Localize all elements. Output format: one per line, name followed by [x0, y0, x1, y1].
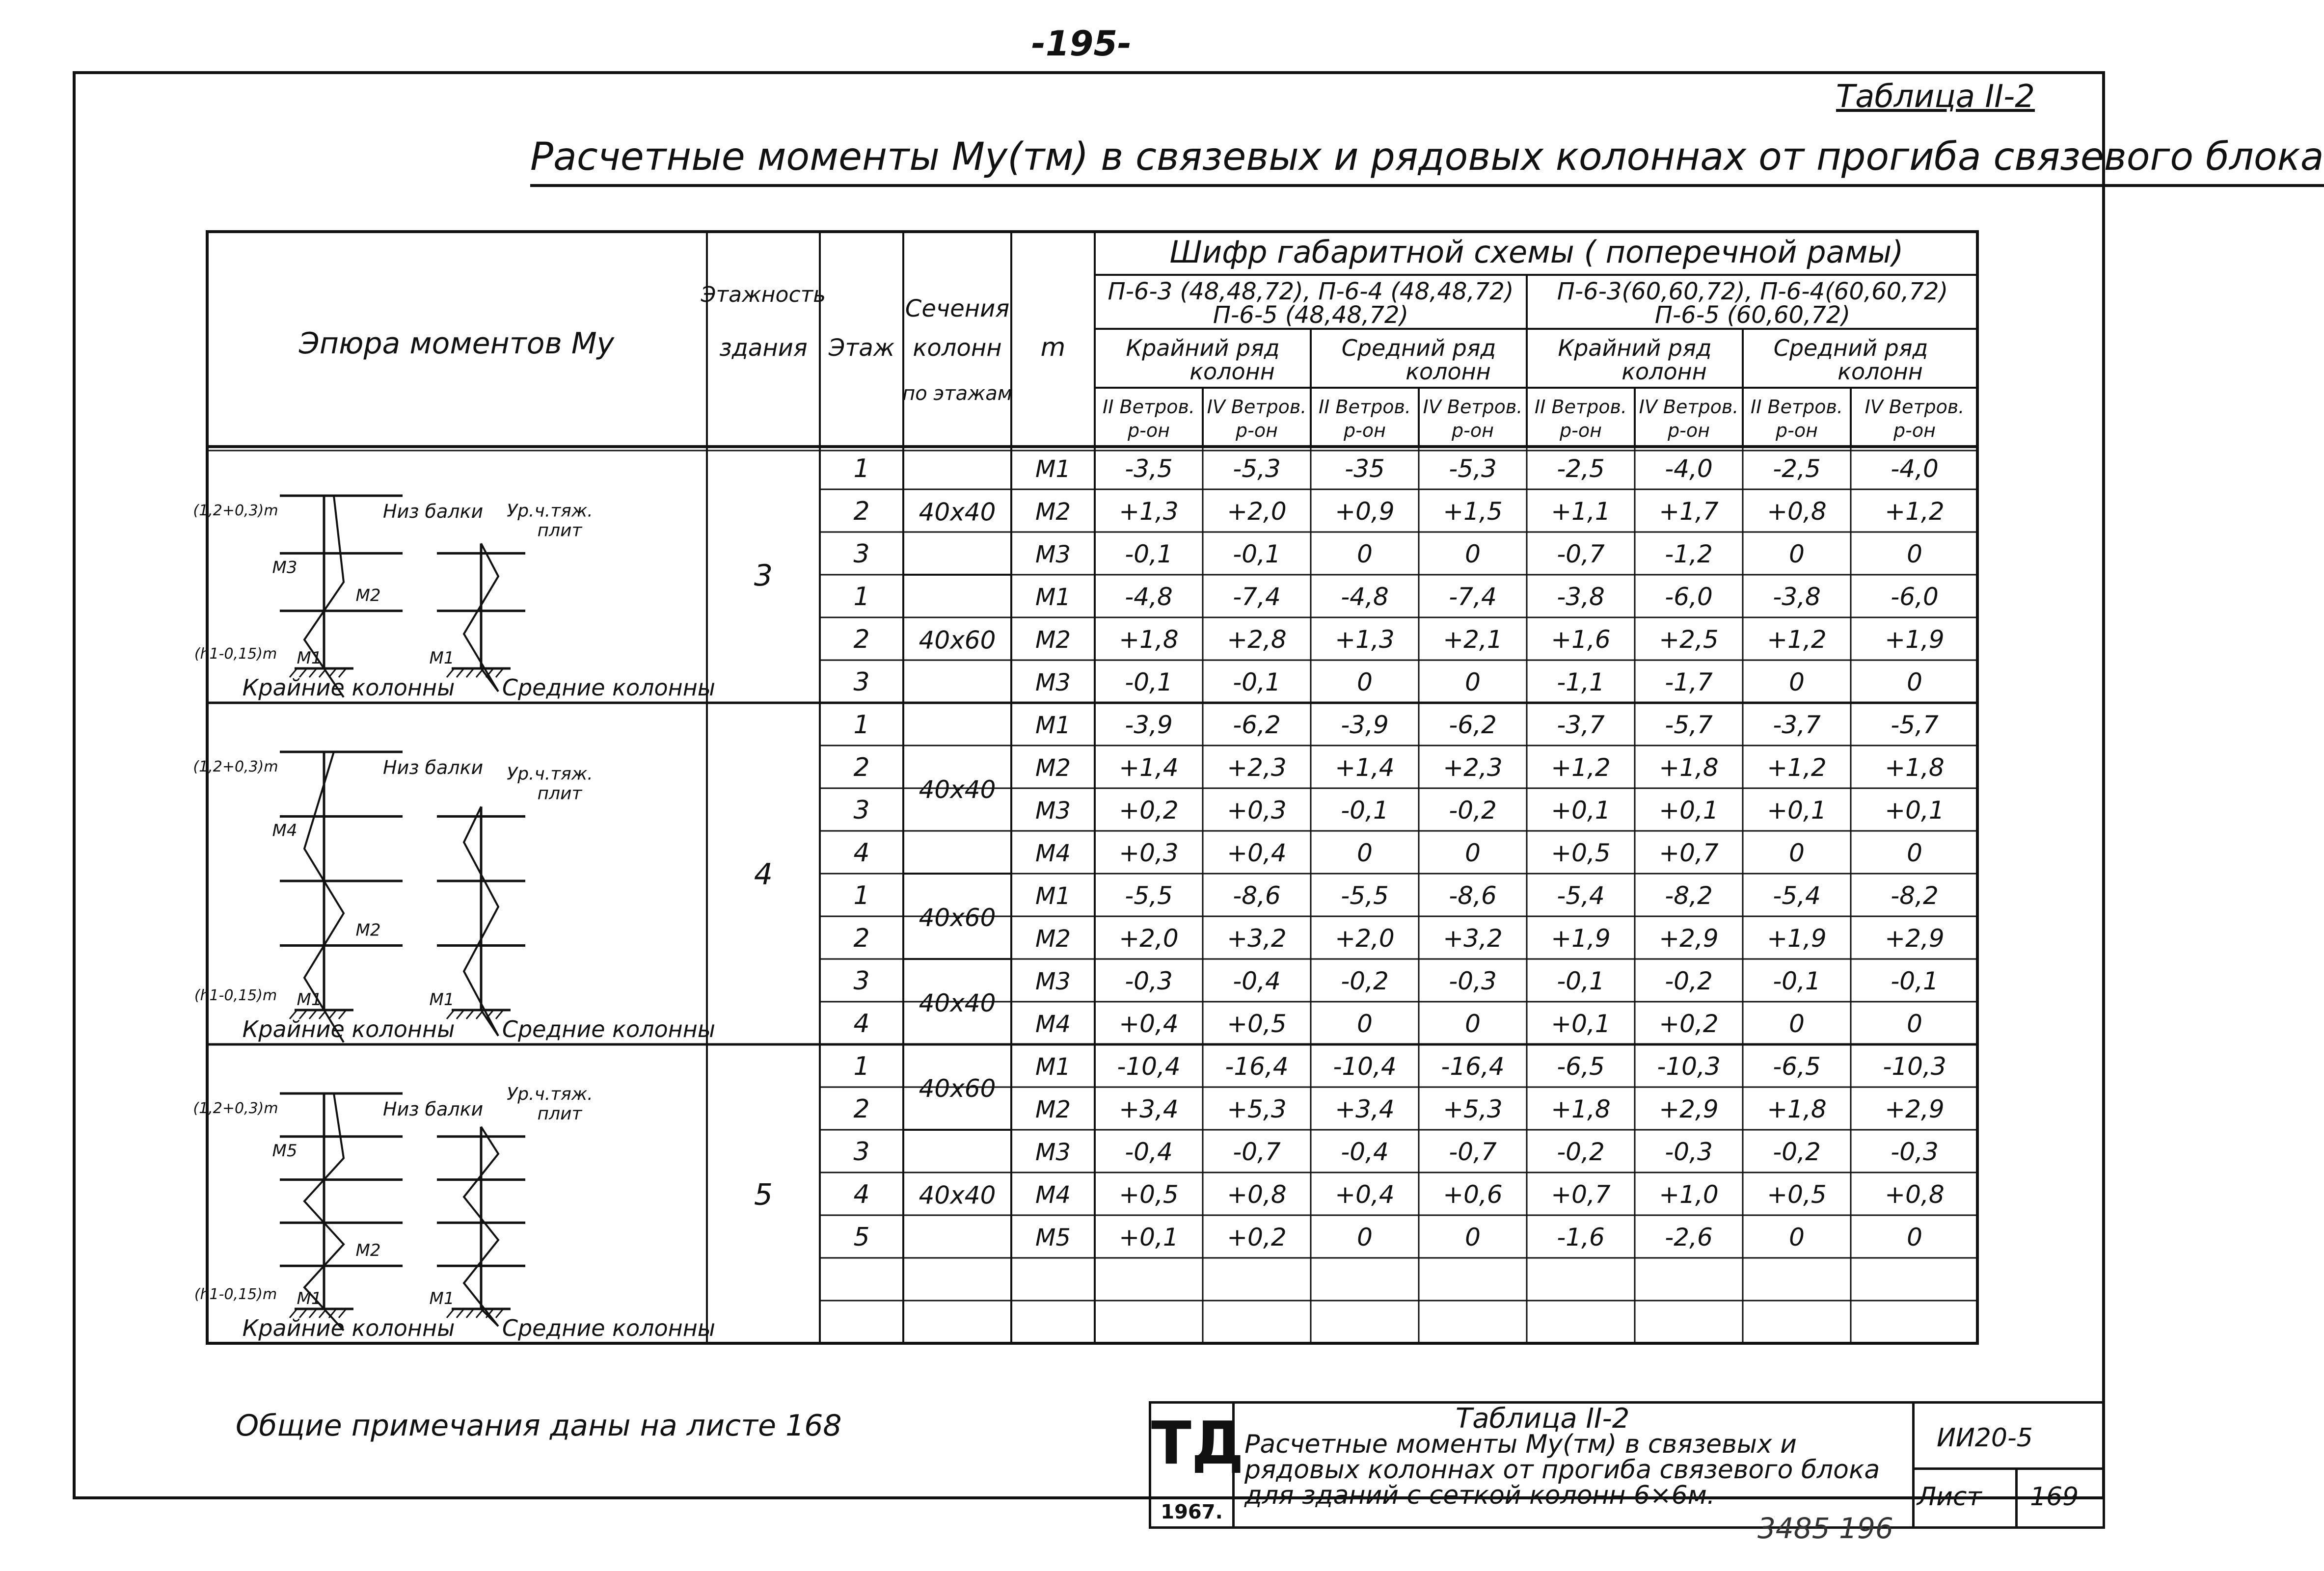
- storeys-value: 5: [754, 1177, 773, 1212]
- moment-value: +0,8: [1885, 1180, 1945, 1209]
- moment-value: +1,8: [1885, 753, 1945, 782]
- moment-value: -5,7: [1665, 711, 1713, 739]
- moment-value: -0,3: [1665, 1138, 1713, 1166]
- moment-value: 0: [1357, 839, 1373, 867]
- moment-value: -0,1: [1773, 967, 1821, 995]
- moment-value: -10,3: [1883, 1052, 1946, 1081]
- moment-marker: M3: [272, 558, 297, 578]
- moment-value: -3,5: [1125, 454, 1173, 483]
- moment-marker: M1: [297, 1289, 322, 1308]
- moment-value: -0,1: [1891, 967, 1939, 995]
- edge-columns-caption: Крайние колонны: [242, 674, 455, 701]
- moment-value: +1,2: [1885, 497, 1945, 526]
- moment-value: +1,3: [1335, 625, 1395, 654]
- moment-value: 0: [1357, 540, 1373, 568]
- moment-value: +1,0: [1659, 1180, 1719, 1209]
- moment-marker: M1: [429, 648, 455, 668]
- moment-value: -0,2: [1341, 967, 1389, 995]
- moment-value: -2,6: [1665, 1223, 1713, 1251]
- moment-value: 0: [1789, 668, 1805, 696]
- moment-marker: M4: [272, 821, 297, 841]
- moment-value: -0,4: [1341, 1138, 1389, 1166]
- moment-value: +0,2: [1119, 796, 1179, 825]
- moment-value: -8,2: [1665, 881, 1713, 910]
- title-block: [1149, 1401, 2105, 1529]
- moment-value: -3,7: [1557, 711, 1605, 739]
- header-row-type: колонн: [1405, 358, 1491, 385]
- moment-value: +2,0: [1227, 497, 1287, 526]
- beam-bottom-label: Низ балки: [383, 1098, 484, 1120]
- moment-value: +0,1: [1551, 1010, 1611, 1038]
- header-wind-region: II Ветров.: [1535, 396, 1627, 418]
- publisher-logo: [1151, 1404, 1244, 1529]
- moment-label: M3: [1035, 669, 1071, 696]
- floor-value: 2: [853, 625, 870, 654]
- sheet-label: Лист: [1917, 1482, 1982, 1512]
- moment-value: +0,8: [1227, 1180, 1287, 1209]
- section-value: 40x40: [919, 775, 996, 804]
- moment-label: M2: [1035, 754, 1071, 782]
- header-wind-region: IV Ветров.: [1639, 396, 1739, 418]
- moment-value: +1,3: [1119, 497, 1179, 526]
- moment-value: -0,1: [1341, 796, 1389, 825]
- moment-value: 0: [1357, 1223, 1373, 1251]
- moment-value: 0: [1465, 1223, 1481, 1251]
- moment-value: -5,7: [1891, 711, 1939, 739]
- moment-value: 0: [1789, 1223, 1805, 1251]
- header-group-a: П-6-3 (48,48,72), П-6-4 (48,48,72): [1108, 278, 1514, 305]
- header-wind-region: р-он: [1452, 420, 1494, 441]
- moment-value: -3,9: [1341, 711, 1389, 739]
- document-code: ИИ20-5: [1937, 1423, 2033, 1453]
- height-label: (1,2+0,3)m: [193, 1100, 278, 1117]
- edge-columns-caption: Крайние колонны: [242, 1016, 455, 1042]
- section-value: 40x60: [919, 626, 996, 655]
- header-floor: Этаж: [828, 334, 895, 362]
- header-wind-region: р-он: [1893, 420, 1936, 441]
- moment-marker: M1: [297, 990, 322, 1010]
- header-wind-region: р-он: [1560, 420, 1602, 441]
- header-row-type: колонн: [1621, 358, 1707, 385]
- ground-hatch: [466, 1309, 474, 1318]
- header-storeys: Этажность: [701, 282, 826, 307]
- moment-value: -0,3: [1125, 967, 1173, 995]
- moment-label: M4: [1035, 840, 1071, 867]
- section-value: 40x60: [919, 904, 996, 932]
- moment-value: -0,2: [1773, 1138, 1821, 1166]
- moment-value: -1,2: [1665, 540, 1713, 568]
- moment-label: M5: [1035, 1224, 1071, 1251]
- beam-bottom-label: Низ балки: [383, 501, 484, 522]
- moment-value: -0,1: [1125, 668, 1173, 696]
- header-group-b: П-6-3(60,60,72), П-6-4(60,60,72): [1557, 278, 1948, 305]
- section-value: 40x40: [919, 498, 996, 527]
- moment-value: -8,2: [1891, 881, 1939, 910]
- moment-value: +2,1: [1443, 625, 1503, 654]
- moment-value: -3,8: [1557, 583, 1605, 611]
- moment-value: -6,5: [1557, 1052, 1605, 1081]
- header-row-type: колонн: [1838, 358, 1923, 385]
- height-label: (1,2+0,3)m: [193, 758, 278, 775]
- moment-value: -4,0: [1665, 454, 1713, 483]
- moment-marker: M2: [355, 920, 381, 940]
- moment-value: +0,3: [1119, 839, 1179, 867]
- moment-value: +0,4: [1227, 839, 1287, 867]
- ground-hatch: [457, 1309, 464, 1318]
- moment-value: 0: [1357, 1010, 1373, 1038]
- moment-value: 0: [1907, 540, 1922, 568]
- moment-value: +1,1: [1551, 497, 1611, 526]
- middle-columns-caption: Средние колонны: [502, 674, 716, 701]
- floor-value: 4: [853, 1180, 870, 1209]
- ground-hatch: [466, 1010, 474, 1019]
- moment-value: -8,6: [1449, 881, 1497, 910]
- moment-label: M3: [1035, 797, 1071, 825]
- moment-value: 0: [1907, 1223, 1922, 1251]
- moment-marker: M1: [297, 648, 322, 668]
- moment-value: -16,4: [1441, 1052, 1505, 1081]
- moment-value: +0,1: [1659, 796, 1719, 825]
- moment-value: -4,8: [1125, 583, 1173, 611]
- floor-value: 5: [853, 1223, 870, 1252]
- floor-value: 2: [853, 1094, 870, 1124]
- moment-value: -0,1: [1557, 967, 1605, 995]
- moment-value: -0,1: [1125, 540, 1173, 568]
- floor-value: 3: [853, 539, 870, 569]
- archive-mark: 3485 196: [1757, 1512, 1893, 1545]
- edge-columns-caption: Крайние колонны: [242, 1315, 455, 1341]
- moment-value: +1,8: [1551, 1095, 1611, 1123]
- floor-value: 2: [853, 497, 870, 526]
- ground-hatch: [466, 668, 474, 677]
- height-label: (h1-0,15)m: [194, 987, 277, 1004]
- moment-value: -5,3: [1233, 454, 1281, 483]
- storeys-value: 3: [754, 559, 773, 593]
- moment-value: -5,4: [1773, 881, 1821, 910]
- moment-value: +2,0: [1335, 924, 1395, 953]
- moment-label: M2: [1035, 925, 1071, 953]
- beam-bottom-label: Низ балки: [383, 757, 484, 778]
- moment-value: +1,2: [1767, 625, 1827, 654]
- moment-value: -10,3: [1657, 1052, 1721, 1081]
- moment-value: -3,9: [1125, 711, 1173, 739]
- general-notes: Общие примечания даны на листе 168: [236, 1409, 842, 1443]
- floor-value: 1: [853, 710, 870, 740]
- moment-value: +2,9: [1659, 1095, 1719, 1123]
- header-row-type: Средний ряд: [1341, 335, 1496, 361]
- moment-value: +3,4: [1335, 1095, 1395, 1123]
- header-storeys: здания: [719, 334, 808, 362]
- header-wind-region: II Ветров.: [1319, 396, 1411, 418]
- moment-value: 0: [1357, 668, 1373, 696]
- moment-value: +5,3: [1443, 1095, 1503, 1123]
- moment-value: -1,7: [1665, 668, 1713, 696]
- moment-value: 0: [1465, 1010, 1481, 1038]
- header-wind-region: IV Ветров.: [1207, 396, 1307, 418]
- moment-value: +1,9: [1767, 924, 1827, 953]
- slab-level-label: Ур.ч.тяж.: [507, 764, 593, 784]
- moment-value: +5,3: [1227, 1095, 1287, 1123]
- moment-value: +1,5: [1443, 497, 1503, 526]
- moment-value: -5,5: [1341, 881, 1389, 910]
- moment-label: M2: [1035, 626, 1071, 654]
- moment-value: -10,4: [1117, 1052, 1181, 1081]
- title-block-line-4: для зданий с сеткой колонн 6×6м.: [1244, 1481, 1715, 1510]
- moment-value: 0: [1465, 839, 1481, 867]
- moment-value: -4,0: [1891, 454, 1939, 483]
- page-number: -195-: [1031, 24, 1132, 64]
- moment-value: +0,1: [1885, 796, 1945, 825]
- moment-value: -2,5: [1773, 454, 1821, 483]
- header-section: по этажам: [902, 382, 1012, 405]
- header-wind-region: IV Ветров.: [1423, 396, 1523, 418]
- moment-label: M2: [1035, 1096, 1071, 1123]
- moment-value: +1,7: [1659, 497, 1719, 526]
- header-wind-region: II Ветров.: [1751, 396, 1843, 418]
- moment-value: 0: [1465, 668, 1481, 696]
- moment-value: -6,0: [1665, 583, 1713, 611]
- header-section: Сечения: [905, 295, 1010, 322]
- moment-value: +2,9: [1885, 924, 1945, 953]
- moment-value: -0,7: [1449, 1138, 1497, 1166]
- header-row-type: Крайний ряд: [1126, 335, 1280, 361]
- header-wind-region: II Ветров.: [1103, 396, 1195, 418]
- header-wind-region: р-он: [1344, 420, 1386, 441]
- moment-value: +2,3: [1227, 753, 1287, 782]
- floor-value: 2: [853, 753, 870, 782]
- height-label: (1,2+0,3)m: [193, 502, 278, 519]
- moment-value: -10,4: [1333, 1052, 1397, 1081]
- moment-value: +0,2: [1227, 1223, 1287, 1251]
- height-label: (h1-0,15)m: [194, 1286, 277, 1303]
- ground-hatch: [457, 1010, 464, 1019]
- moment-label: M1: [1035, 1053, 1071, 1081]
- floor-value: 1: [853, 1052, 870, 1081]
- moment-value: -5,3: [1449, 454, 1497, 483]
- floor-value: 3: [853, 796, 870, 825]
- moment-value: +0,4: [1119, 1010, 1179, 1038]
- slab-level-label: Ур.ч.тяж.: [507, 501, 593, 521]
- storeys-value: 4: [754, 857, 773, 892]
- moment-marker: M2: [355, 586, 381, 606]
- moments-table: [193, 231, 1993, 1361]
- moment-label: M3: [1035, 968, 1071, 995]
- slab-level-label: Ур.ч.тяж.: [507, 1084, 593, 1104]
- moment-value: +3,2: [1227, 924, 1287, 953]
- moment-value: -0,1: [1233, 540, 1281, 568]
- moment-label: M4: [1035, 1181, 1071, 1209]
- moment-value: 0: [1907, 839, 1922, 867]
- moment-value: +0,2: [1659, 1010, 1719, 1038]
- title-block-divider: [1912, 1467, 2105, 1470]
- moment-label: M1: [1035, 882, 1071, 910]
- moment-value: +0,5: [1227, 1010, 1287, 1038]
- moment-value: +0,7: [1659, 839, 1719, 867]
- moment-value: -0,4: [1125, 1138, 1173, 1166]
- floor-value: 4: [853, 838, 870, 868]
- moment-value: -0,7: [1233, 1138, 1281, 1166]
- moment-value: +0,1: [1119, 1223, 1179, 1251]
- section-value: 40x40: [919, 989, 996, 1017]
- slab-level-label: плит: [537, 1103, 582, 1124]
- moment-value: +1,8: [1659, 753, 1719, 782]
- moment-value: +0,5: [1767, 1180, 1827, 1209]
- moment-value: -6,2: [1449, 711, 1497, 739]
- header-m: m: [1040, 333, 1066, 362]
- moment-value: +1,6: [1551, 625, 1611, 654]
- moment-value: -0,2: [1449, 796, 1497, 825]
- table-label: Таблица II-2: [1836, 79, 2035, 115]
- moment-value: 0: [1465, 540, 1481, 568]
- ground-hatch: [457, 668, 464, 677]
- floor-value: 1: [853, 582, 870, 612]
- moment-value: -5,4: [1557, 881, 1605, 910]
- logo-year: 1967.: [1151, 1497, 1232, 1523]
- moment-value: -1,6: [1557, 1223, 1605, 1251]
- moment-value: -7,4: [1233, 583, 1281, 611]
- moment-value: 0: [1907, 1010, 1922, 1038]
- moment-value: +0,5: [1119, 1180, 1179, 1209]
- moment-label: M4: [1035, 1011, 1071, 1038]
- header-wind-region: р-он: [1236, 420, 1278, 441]
- moment-value: +0,4: [1335, 1180, 1395, 1209]
- floor-value: 3: [853, 667, 870, 697]
- height-label: (h1-0,15)m: [194, 645, 277, 663]
- floor-value: 4: [853, 1009, 870, 1038]
- moment-value: +3,4: [1119, 1095, 1179, 1123]
- moment-value: -6,2: [1233, 711, 1281, 739]
- title-block-line-2: Расчетные моменты My(тм) в связевых и: [1244, 1430, 1797, 1459]
- moment-value: +2,0: [1119, 924, 1179, 953]
- moment-value: +0,1: [1551, 796, 1611, 825]
- moment-value: -0,4: [1233, 967, 1281, 995]
- moment-marker: M2: [355, 1241, 381, 1261]
- moment-value: +1,4: [1335, 753, 1395, 782]
- section-value: 40x60: [919, 1074, 996, 1103]
- moment-value: +0,9: [1335, 497, 1395, 526]
- moment-value: +0,7: [1551, 1180, 1611, 1209]
- title-block-table: Таблица II-2: [1456, 1403, 1630, 1435]
- header-wind-region: р-он: [1128, 420, 1170, 441]
- moment-value: -3,8: [1773, 583, 1821, 611]
- moment-marker: M5: [272, 1141, 297, 1161]
- moment-marker: M1: [429, 990, 455, 1010]
- moment-value: -2,5: [1557, 454, 1605, 483]
- moment-value: +2,5: [1659, 625, 1719, 654]
- moment-value: 0: [1789, 839, 1805, 867]
- header-group-b: П-6-5 (60,60,72): [1654, 301, 1851, 329]
- moment-value: -4,8: [1341, 583, 1389, 611]
- middle-columns-caption: Средние колонны: [502, 1016, 716, 1042]
- page-title: Расчетные моменты My(тм) в связевых и рядовых колоннах от прогиба связевого блока: [530, 135, 2324, 187]
- moment-value: +1,8: [1767, 1095, 1827, 1123]
- moment-value: -0,2: [1665, 967, 1713, 995]
- moment-value: 0: [1789, 1010, 1805, 1038]
- moment-label: M3: [1035, 1139, 1071, 1166]
- slab-level-label: плит: [537, 783, 582, 804]
- slab-level-label: плит: [537, 520, 582, 541]
- moment-value: -5,5: [1125, 881, 1173, 910]
- header-epure: Эпюра моментов My: [298, 326, 615, 361]
- moment-value: +1,2: [1767, 753, 1827, 782]
- floor-value: 3: [853, 1137, 870, 1167]
- moments-table-drawing: [193, 231, 1993, 1359]
- moment-marker: M1: [429, 1289, 455, 1308]
- header-row-type: Крайний ряд: [1558, 335, 1712, 361]
- moment-value: +0,1: [1767, 796, 1827, 825]
- moment-value: +1,8: [1119, 625, 1179, 654]
- header-wind-region: IV Ветров.: [1865, 396, 1965, 418]
- moment-value: +0,8: [1767, 497, 1827, 526]
- header-wind-region: р-он: [1668, 420, 1710, 441]
- moment-value: 0: [1907, 668, 1922, 696]
- section-value: 40x40: [919, 1181, 996, 1210]
- moment-value: -1,1: [1557, 668, 1605, 696]
- moment-value: -0,3: [1891, 1138, 1939, 1166]
- floor-value: 1: [853, 454, 870, 483]
- header-section: колонн: [913, 334, 1002, 362]
- title-block-divider: [2015, 1467, 2018, 1529]
- moment-value: +2,9: [1885, 1095, 1945, 1123]
- moment-value: -0,1: [1233, 668, 1281, 696]
- moment-label: M1: [1035, 584, 1071, 611]
- moment-value: -8,6: [1233, 881, 1281, 910]
- moment-value: -16,4: [1225, 1052, 1289, 1081]
- moment-value: +0,5: [1551, 839, 1611, 867]
- header-cipher: Шифр габаритной схемы ( поперечной рамы): [1169, 234, 1904, 270]
- title-block-line-3: рядовых колоннах от прогиба связевого блока: [1244, 1455, 1880, 1485]
- moment-label: M1: [1035, 455, 1071, 483]
- moment-value: +1,4: [1119, 753, 1179, 782]
- moment-value: -35: [1345, 454, 1385, 483]
- moment-value: +1,9: [1885, 625, 1945, 654]
- moment-value: 0: [1789, 540, 1805, 568]
- moment-value: +1,2: [1551, 753, 1611, 782]
- header-wind-region: р-он: [1776, 420, 1818, 441]
- moment-value: +2,9: [1659, 924, 1719, 953]
- header-row-type: Средний ряд: [1773, 335, 1928, 361]
- moment-value: -6,0: [1891, 583, 1939, 611]
- header-group-a: П-6-5 (48,48,72): [1213, 301, 1409, 329]
- moment-label: M2: [1035, 498, 1071, 526]
- moment-value: +1,9: [1551, 924, 1611, 953]
- moment-value: -7,4: [1449, 583, 1497, 611]
- moment-value: +2,8: [1227, 625, 1287, 654]
- floor-value: 2: [853, 924, 870, 953]
- moment-value: +0,6: [1443, 1180, 1503, 1209]
- moment-value: -0,2: [1557, 1138, 1605, 1166]
- floor-value: 3: [853, 966, 870, 996]
- moment-value: +2,3: [1443, 753, 1503, 782]
- moment-value: -0,3: [1449, 967, 1497, 995]
- middle-columns-caption: Средние колонны: [502, 1315, 716, 1341]
- moment-value: -0,7: [1557, 540, 1605, 568]
- moment-value: -6,5: [1773, 1052, 1821, 1081]
- header-row-type: колонн: [1189, 358, 1275, 385]
- sheet-number: 169: [2030, 1482, 2079, 1512]
- moment-value: -3,7: [1773, 711, 1821, 739]
- moment-value: +3,2: [1443, 924, 1503, 953]
- moment-value: +0,3: [1227, 796, 1287, 825]
- floor-value: 1: [853, 881, 870, 910]
- moment-label: M1: [1035, 712, 1071, 739]
- moment-label: M3: [1035, 541, 1071, 568]
- logo-letters: ТД: [1151, 1410, 1244, 1478]
